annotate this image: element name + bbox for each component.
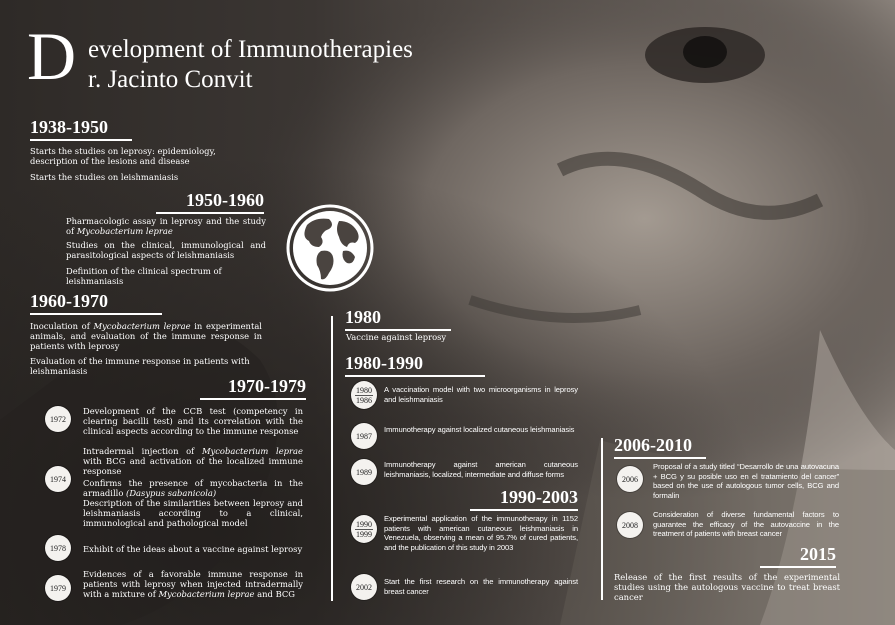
year-badge-2008: 2008: [617, 512, 643, 538]
year-badge-1974: 1974: [45, 466, 71, 492]
event-1974-text-3: Description of the similarities between leprosy and leishmaniasis according to a clinical, immunological and pathological model: [83, 498, 303, 528]
era-1960-1970-text-2: Evaluation of the immune response in patients with leishmaniasis: [30, 356, 250, 376]
year-badge-1972: 1972: [45, 406, 71, 432]
title-initial: D: [27, 18, 77, 94]
era-1970-1979-heading: [200, 376, 306, 400]
year-badge-2006: 2006: [617, 466, 643, 492]
era-1938-1950-text-2: Starts the studies on leishmaniasis: [30, 172, 179, 182]
timeline-line-middle: [331, 316, 333, 601]
title-line-2: r. Jacinto Convit: [88, 66, 253, 93]
era-1980-text: Vaccine against leprosy: [346, 332, 447, 342]
title-line-1: evelopment of Immunotherapies: [88, 36, 413, 63]
era-1950-1960-heading: [156, 190, 264, 214]
era-2006-2010-heading: 2006-2010: [614, 435, 706, 459]
era-2015-heading: [760, 544, 836, 568]
era-1950-1960-label: 1950-1960: [186, 190, 264, 210]
event-1974-text-2: Confirms the presence of mycobacteria in the armadillo (Dasypus sabanicola): [83, 478, 303, 498]
year-badge-1979: 1979: [45, 575, 71, 601]
era-1938-1950-text-1: Starts the studies on leprosy: epidemiology, description of the lesions and disease: [30, 146, 216, 166]
year-badge-1989: 1989: [351, 459, 377, 485]
globe-icon: [285, 203, 375, 293]
event-1989-text: Immunotherapy against american cutaneous leishmaniasis, localized, intermediate and diffuse forms: [384, 460, 578, 479]
event-2002-text: Start the first research on the immunotherapy against breast cancer: [384, 577, 578, 596]
event-1987-text: Immunotherapy against localized cutaneous leishmaniasis: [384, 425, 575, 434]
era-1960-1970-heading: 1960-1970: [30, 291, 162, 315]
year-badge-2002: 2002: [351, 574, 377, 600]
era-1960-1970-text-1: Inoculation of Mycobacterium leprae in experimental animals, and evaluation of the immune response in patients with leprosy: [30, 321, 262, 351]
timeline-line-right: [601, 438, 603, 600]
era-1950-1960-text-1: Pharmacologic assay in leprosy and the study of Mycobacterium leprae: [66, 216, 266, 236]
era-1950-1960-text-2: Studies on the clinical, immunological and parasitological aspects of leishmaniasis: [66, 240, 266, 260]
year-badge-1978: 1978: [45, 535, 71, 561]
year-badge-1990-1999: 1990 1999: [351, 515, 377, 543]
event-1974-text-1: Intradermal injection of Mycobacterium leprae with BCG and activation of the localized immune response: [83, 446, 303, 476]
era-1970-1979-label: 1970-1979: [228, 376, 306, 396]
event-2008-text: Consideration of diverse fundamental factors to guarantee the efficacy of the autovaccine in the treatment of patients with breast cancer: [653, 510, 839, 538]
event-1980-1986-text: A vaccination model with two microorganisms in leprosy and leishmaniasis: [384, 385, 578, 404]
event-2006-text: Proposal of a study titled “Desarrollo de una autovacuna + BCG y su posible uso en el tratamiento del cancer” based on the use of autologous tumor cells, BCG and formalin: [653, 462, 839, 500]
year-badge-1980-1986: 1980 1986: [351, 381, 377, 409]
era-1980-heading: 1980: [345, 307, 451, 331]
era-1980-1990-heading: 1980-1990: [345, 353, 485, 377]
event-1972-text: Development of the CCB test (competency in clearing bacilli test) and its correlation with the clinical aspects according to the immune response: [83, 406, 303, 436]
year-badge-1987: 1987: [351, 423, 377, 449]
era-1990-2003-label: 1990-2003: [500, 487, 578, 507]
era-1990-2003-heading: [470, 487, 578, 511]
era-1938-1950-heading: 1938-1950: [30, 117, 132, 141]
era-2015-label: 2015: [800, 544, 836, 564]
event-1978-text: Exhibit of the ideas about a vaccine against leprosy: [83, 544, 303, 554]
event-1979-text: Evidences of a favorable immune response in patients with leprosy when injected intradermally with a mixture of Mycobacterium leprae and BCG: [83, 569, 303, 599]
era-1950-1960-text-3: Definition of the clinical spectrum of leishmaniasis: [66, 266, 222, 286]
event-2015-text: Release of the first results of the experimental studies using the autologous vaccine to treat breast cancer: [614, 572, 840, 602]
event-1990-1999-text: Experimental application of the immunotherapy in 1152 patients with american cutaneous leishmaniasis in Venezuela, observing a mean of 95.7% of cured patients, and the publication of this study in 2003: [384, 514, 578, 552]
